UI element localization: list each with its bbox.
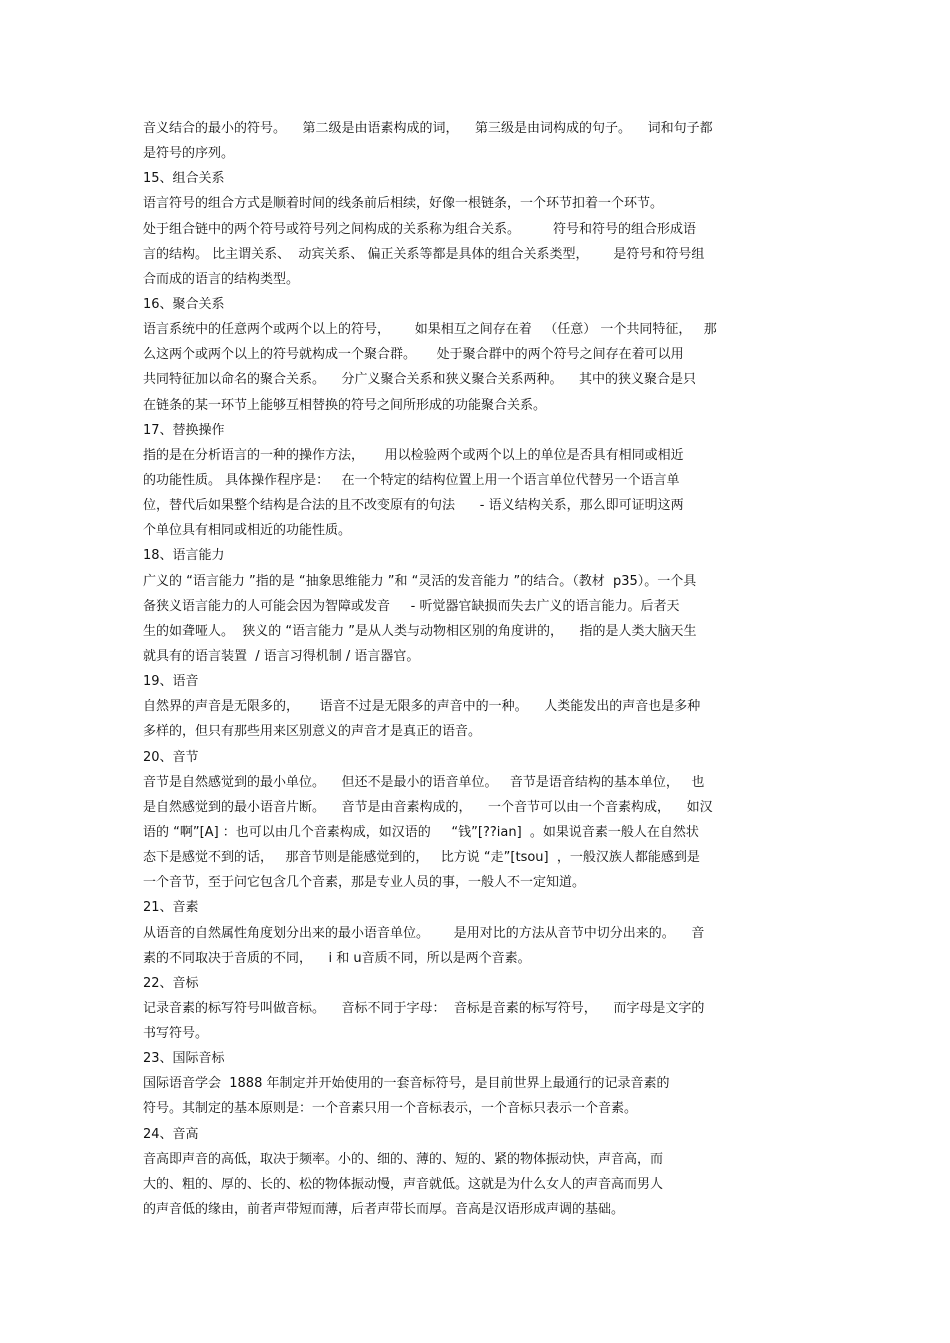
section-heading: 21、音素 [143, 900, 199, 916]
section-heading: 18、语言能力 [143, 548, 225, 564]
text-line: 一个音节，至于问它包含几个音素，那是专业人员的事，一般人不一定知道。 [143, 875, 586, 891]
text-line: 态下是感觉不到的话， 那音节则是能感觉到的， 比方说 “走”[tsou] ，一般汉族人都能感到是 [143, 850, 700, 866]
text-line: 么这两个或两个以上的符号就构成一个聚合群。 处于聚合群中的两个符号之间存在着可以用 [143, 347, 684, 363]
text-line: 就具有的语言装置 / 语言习得机制 / 语言器官。 [143, 648, 420, 664]
section-heading: 24、音高 [143, 1126, 199, 1142]
text-line: 处于组合链中的两个符号或符号列之间构成的关系称为组合关系。 符号和符号的组合形成语 [143, 221, 697, 237]
text-line: 个单位具有相同或相近的功能性质。 [143, 523, 352, 539]
text-line: 素的不同取决于音质的不同， i 和 u音质不同，所以是两个音素。 [143, 950, 531, 966]
text-line: 广义的 “语言能力 ”指的是 “抽象思维能力 ”和 “灵活的发音能力 ”的结合。（教材 p35）。一个具 [143, 573, 697, 589]
section-heading: 22、音标 [143, 975, 199, 991]
text-line: 共同特征加以命名的聚合关系。 分广义聚合关系和狭义聚合关系两种。 其中的狭义聚合是只 [143, 372, 697, 388]
text-line: 备狭义语言能力的人可能会因为智障或发音 - 听觉器官缺损而失去广义的语言能力。后者天 [143, 598, 680, 614]
text-line: 位，替代后如果整个结构是合法的且不改变原有的句法 - 语义结构关系，那么即可证明这两 [143, 498, 684, 514]
section-heading: 17、替换操作 [143, 422, 225, 438]
text-line: 的声音低的缘由，前者声带短而薄，后者声带长而厚。音高是汉语形成声调的基础。 [143, 1202, 625, 1218]
section-heading: 20、音节 [143, 749, 199, 765]
text-line: 符号。其制定的基本原则是：一个音素只用一个音标表示，一个音标只表示一个音素。 [143, 1101, 638, 1117]
text-line: 音义结合的最小的符号。 第二级是由语素构成的词， 第三级是由词构成的句子。 词和句子都 [143, 121, 713, 136]
text-line: 是自然感觉到的最小语音片断。 音节是由音素构成的， 一个音节可以由一个音素构成， 如汉 [143, 799, 713, 815]
text-line: 是符号的序列。 [143, 146, 235, 162]
text-line: 指的是在分析语言的一种的操作方法， 用以检验两个或两个以上的单位是否具有相同或相近 [143, 447, 684, 463]
text-line: 的功能性质。 具体操作程序是： 在一个特定的结构位置上用一个语言单位代替另一个语言单 [143, 472, 680, 488]
text-line: 语言系统中的任意两个或两个以上的符号， 如果相互之间存在着 （任意） 一个共同特征， 那 [143, 322, 717, 338]
document-body [143, 116, 813, 1222]
text-line: 语的 “啊”[A] ：也可以由几个音素构成，如汉语的 “钱”[??ian] 。如果说音素一般人在自然状 [143, 824, 699, 840]
text-line: 自然界的声音是无限多的， 语音不过是无限多的声音中的一种。 人类能发出的声音也是多种 [143, 699, 701, 715]
text-line: 在链条的某一环节上能够互相替换的符号之间所形成的功能聚合关系。 [143, 397, 547, 413]
text-line: 生的如聋哑人。 狭义的 “语言能力 ”是从人类与动物相区别的角度讲的， 指的是人类大脑天生 [143, 623, 697, 639]
text-line: 大的、粗的、厚的、长的、松的物体振动慢，声音就低。这就是为什么女人的声音高而男人 [143, 1176, 664, 1192]
text-line: 音高即声音的高低，取决于频率。小的、细的、薄的、短的、紧的物体振动快，声音高，而 [143, 1151, 664, 1167]
text-line: 国际语音学会 1888 年制定并开始使用的一套音标符号，是目前世界上最通行的记录音素的 [143, 1076, 670, 1092]
section-heading: 23、国际音标 [143, 1051, 225, 1067]
text-line: 合而成的语言的结构类型。 [143, 271, 300, 287]
text-line: 语言符号的组合方式是顺着时间的线条前后相续，好像一根链条，一个环节扣着一个环节。 [143, 196, 664, 212]
text-line: 书写符号。 [143, 1026, 209, 1042]
section-heading: 19、语音 [143, 674, 199, 690]
text-line: 记录音素的标写符号叫做音标。 音标不同于字母： 音标是音素的标写符号， 而字母是文字的 [143, 1000, 705, 1016]
text-line: 言的结构。 比主谓关系、 动宾关系、 偏正关系等都是具体的组合关系类型， 是符号和符号组 [143, 246, 705, 262]
text-line: 多样的，但只有那些用来区别意义的声音才是真正的语音。 [143, 724, 482, 740]
text-line: 音节是自然感觉到的最小单位。 但还不是最小的语音单位。 音节是语音结构的基本单位， 也 [143, 774, 705, 790]
text-line: 从语音的自然属性角度划分出来的最小语音单位。 是用对比的方法从音节中切分出来的。 音 [143, 925, 705, 941]
section-heading: 15、组合关系 [143, 171, 225, 187]
section-heading: 16、聚合关系 [143, 296, 225, 312]
